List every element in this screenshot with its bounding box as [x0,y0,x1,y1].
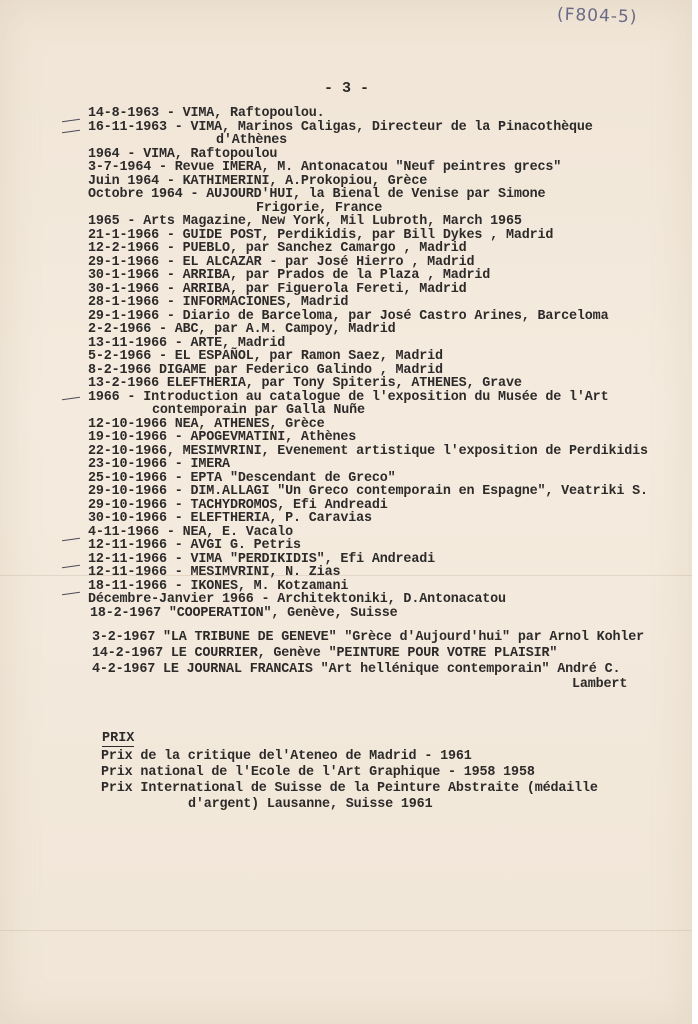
list-item: Frigorie, France [256,200,383,216]
list-item: 1965 - Arts Magazine, New York, Mil Lubroth, March 1965 [88,214,522,229]
list-item: 4-11-1966 - NEA, E. Vacalo [88,524,294,540]
margin-mark [62,130,80,134]
list-item: 30-1-1966 - ARRIBA, par Prados de la Plaza , Madrid [88,268,491,283]
list-item: 30-10-1966 - ELEFTHERIA, P. Caravias [88,511,372,526]
prix-item: Prix de la critique del'Ateneo de Madrid - 1961 [101,749,472,764]
list-item: 18-2-1967 "COOPERATION", Genève, Suisse [90,606,398,621]
list-item: Lambert [572,677,628,692]
margin-mark [62,538,80,542]
list-item: 12-11-1966 - AVGI G. Petris [88,538,301,553]
margin-mark [62,592,80,596]
list-item: 12-2-1966 - PUEBLO, par Sanchez Camargo , Madrid [88,241,467,256]
list-item: 13-2-1966 ELEFTHERIA, par Tony Spiteris, ATHENES, Grave [88,376,522,391]
list-item: 30-1-1966 - ARRIBA, par Figuerola Fereti, Madrid [88,281,467,297]
archive-reference: (F804-5) [556,4,638,28]
list-item: 16-11-1963 - VIMA, Marinos Caligas, Directeur de la Pinacothèque [88,119,593,135]
margin-mark [62,397,80,401]
margin-mark [62,565,80,569]
list-item: 29-1-1966 - EL ALCAZAR - par José Hierro , Madrid [88,254,475,270]
list-item: 12-11-1966 - MESIMVRINI, N. Zias [88,565,341,580]
list-item: 12-11-1966 - VIMA "PERDIKIDIS", Efi Andreadi [88,551,435,567]
list-item: 29-10-1966 - TACHYDROMOS, Efi Andreadi [88,497,388,513]
list-item: Décembre-Janvier 1966 - Architektoniki, D.Antonacatou [88,592,506,607]
list-item: 13-11-1966 - ARTE, Madrid [88,335,286,351]
list-item: 28-1-1966 - INFORMACIONES, Madrid [88,295,349,310]
list-item: Juin 1964 - KATHIMERINI, A.Prokopiou, Grèce [88,173,428,189]
list-item: 19-10-1966 - APOGEVMATINI, Athènes [88,430,357,445]
list-item: Octobre 1964 - AUJOURD'HUI, la Bienal de Venise par Simone [88,187,546,202]
list-item: 22-10-1966, MESIMVRINI, Evenement artistique l'exposition de Perdikidis [88,443,648,459]
list-item: 25-10-1966 - EPTA "Descendant de Greco" [88,470,396,486]
list-item: 3-2-1967 "LA TRIBUNE DE GENEVE" "Grèce d'Aujourd'hui" par Arnol Kohler [92,630,644,645]
list-item: 8-2-1966 DIGAME par Federico Galindo , Madrid [88,362,443,378]
prix-item: Prix International de Suisse de la Peinture Abstraite (médaille [101,781,598,796]
list-item: 14-2-1967 LE COURRIER, Genève "PEINTURE POUR VOTRE PLAISIR" [92,646,558,661]
list-item: 3-7-1964 - Revue IMERA, M. Antonacatou "Neuf peintres grecs" [88,160,562,175]
prix-item: Prix national de l'Ecole de l'Art Graphique - 1958 1958 [101,765,535,780]
list-item: 29-10-1966 - DIM.ALLAGI "Un Greco contemporain en Espagne", Veatriki S. [88,484,648,499]
list-item: 5-2-1966 - EL ESPAÑOL, par Ramon Saez, Madrid [88,349,443,364]
list-item: d'Athènes [216,133,287,148]
list-item: 29-1-1966 - Diario de Barceloma, par José Castro Arines, Barceloma [88,308,609,324]
list-item: 14-8-1963 - VIMA, Raftopoulou. [88,106,325,121]
list-item: 4-2-1967 LE JOURNAL FRANCAIS "Art hellénique contemporain" André C. [92,662,621,677]
list-item: 1964 - VIMA, Raftopoulou [88,146,278,162]
prix-item: d'argent) Lausanne, Suisse 1961 [188,797,433,812]
list-item: contemporain par Galla Nuñe [152,403,365,418]
list-item: 12-10-1966 NEA, ATHENES, Grèce [88,416,325,432]
list-item: 2-2-1966 - ABC, par A.M. Campoy, Madrid [88,322,396,337]
list-item: 21-1-1966 - GUIDE POST, Perdikidis, par Bill Dykes , Madrid [88,227,554,243]
list-item: 1966 - Introduction au catalogue de l'exposition du Musée de l'Art [88,389,609,405]
list-item: 18-11-1966 - IKONES, M. Kotzamani [88,578,349,594]
list-item: 23-10-1966 - IMERA [88,457,230,472]
margin-mark [62,119,80,123]
paper-fold-line [0,930,692,931]
prix-heading: PRIX [102,731,135,746]
page-number: - 3 - [324,80,370,97]
